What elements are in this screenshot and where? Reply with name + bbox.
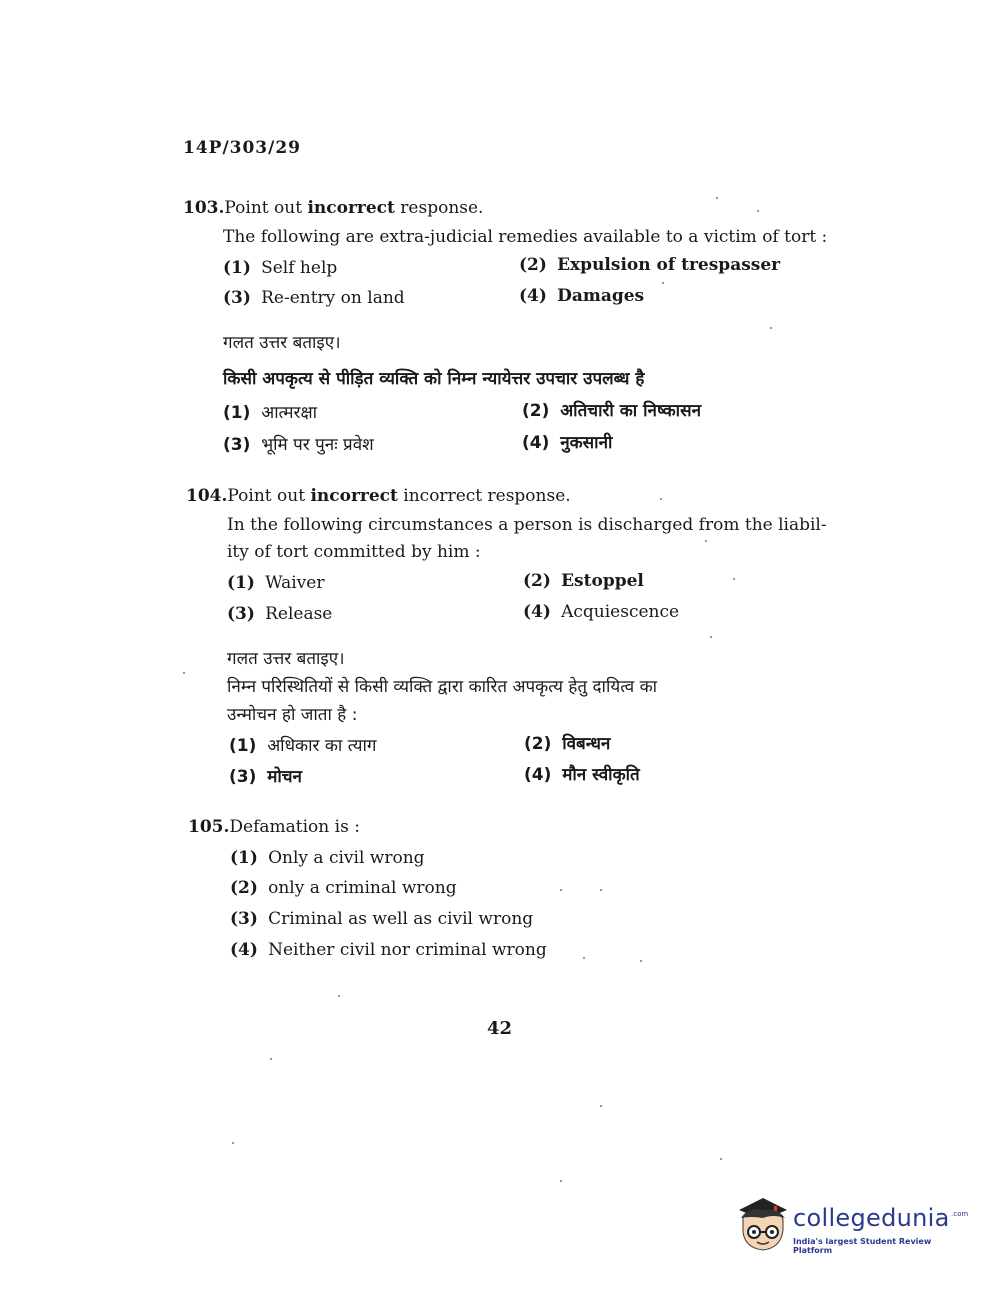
question-104-stem-line2: ity of tort committed by him : [227,542,481,562]
hindi-option: (4) नुकसानी [522,433,613,453]
brand-suffix: .com [951,1210,969,1218]
option: (4) Damages [519,286,645,306]
question-104-stem-line1: In the following circumstances a person is discharged from the liabil- [227,515,827,535]
option: (3) Criminal as well as civil wrong [230,909,534,929]
option: (4) Acquiescence [523,602,680,622]
option: (3) Re-entry on land [223,288,405,308]
option: (2) Estoppel [523,571,644,591]
option: (2) only a criminal wrong [230,878,457,898]
option: (2) Expulsion of trespasser [519,255,781,275]
option: (1) Self help [223,258,338,278]
question-103-stem: The following are extra-judicial remedies available to a victim of tort : [223,227,828,247]
question-number: 103. [183,198,225,218]
hindi-stem-line2: उन्मोचन हो जाता है : [227,705,358,725]
question-number: 105. [188,817,230,837]
option: (3) Release [227,604,333,624]
hindi-stem: किसी अपकृत्य से पीड़ित व्यक्ति को निम्न न्यायेत्तर उपचार उपलब्ध है [223,369,645,389]
hindi-option: (1) अधिकार का त्याग [229,736,377,756]
collegedunia-logo [733,1196,969,1258]
hindi-option: (2) विबन्धन [524,734,611,754]
hindi-option: (1) आत्मरक्षा [223,403,318,423]
page-number: 42 [487,1018,513,1039]
question-103-prompt: 103.Point out incorrect response. [183,198,484,218]
hindi-option: (3) मोचन [229,767,302,787]
option: (1) Waiver [227,573,325,593]
hindi-option: (4) मौन स्वीकृति [524,765,640,785]
question-104-prompt: 104.Point out incorrect incorrect response. [186,486,571,506]
hindi-prompt: गलत उत्तर बताइए। [223,333,341,353]
hindi-option: (2) अतिचारी का निष्कासन [522,401,702,421]
hindi-prompt: गलत उत्तर बताइए। [227,649,345,669]
option: (1) Only a civil wrong [230,848,425,868]
option: (4) Neither civil nor criminal wrong [230,940,547,960]
hindi-stem-line1: निम्न परिस्थितियों से किसी व्यक्ति द्वारा कारित अपकृत्य हेतु दायित्व का [227,677,658,697]
question-105-prompt: 105.Defamation is : [188,817,360,837]
question-number: 104. [186,486,228,506]
brand-name: collegedunia [793,1204,950,1232]
paper-code: 14P/303/29 [183,138,302,158]
brand-tagline: India's largest Student Review Platform [793,1237,932,1255]
student-mascot-icon [733,1196,791,1256]
hindi-option: (3) भूमि पर पुनः प्रवेश [223,435,374,455]
